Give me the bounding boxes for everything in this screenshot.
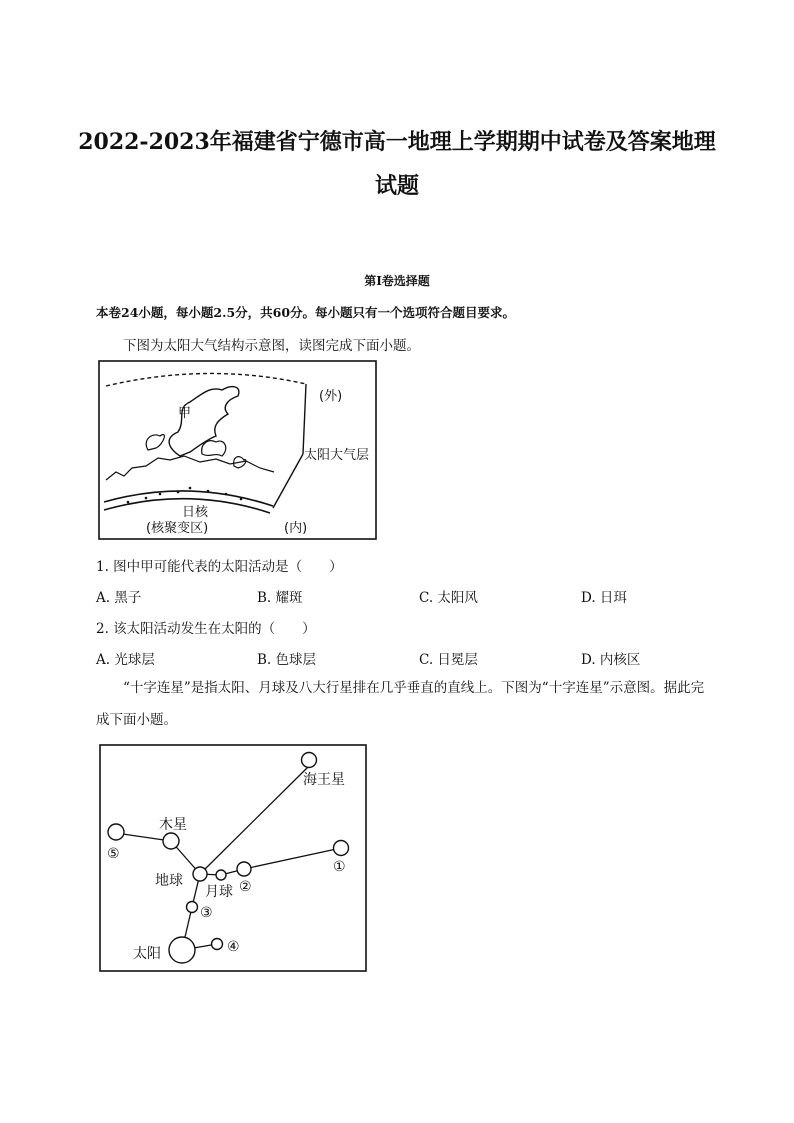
label-inner: (内) — [284, 521, 308, 536]
neptune-body — [302, 753, 317, 768]
sun-body — [169, 937, 195, 963]
moon-body — [216, 870, 226, 880]
label-core: 日核 — [182, 505, 209, 520]
planet-1-body — [334, 841, 349, 856]
label-n1: ① — [333, 859, 346, 875]
prominence-jia-shape — [169, 387, 239, 456]
q1-option-b: B. 耀斑 — [257, 590, 303, 606]
chromosphere-edge — [106, 456, 274, 480]
label-n3: ③ — [200, 905, 213, 921]
label-sun: 太阳 — [133, 946, 161, 962]
section-heading: 第Ⅰ卷选择题 — [364, 274, 430, 288]
question-1-options — [96, 586, 706, 606]
label-n4: ④ — [227, 939, 240, 955]
group2-stem: “十字连星”是指太阳、月球及八大行星排在几乎垂直的直线上。下图为“十字连星”示意图。据此完成下面小题。 — [96, 680, 705, 728]
label-moon: 月球 — [205, 884, 233, 900]
prominence-small-right — [202, 441, 226, 456]
cross-alignment-figure — [99, 744, 369, 974]
title-line-1: 2022-2023年福建省宁德市高一地理上学期期中试卷及答案地理 — [78, 129, 716, 155]
document-title — [60, 120, 734, 208]
prominence-small-left — [146, 435, 164, 450]
planet-4-body — [212, 939, 223, 950]
question-2-options — [96, 648, 706, 668]
label-earth: 地球 — [155, 873, 183, 889]
label-neptune: 海王星 — [303, 772, 345, 788]
q2-option-a: A. 光球层 — [96, 652, 155, 668]
label-n2: ② — [239, 879, 252, 895]
q1-option-a: A. 黑子 — [96, 590, 142, 606]
label-n5: ⑤ — [107, 846, 120, 862]
q2-option-b: B. 色球层 — [257, 652, 317, 668]
q1-option-d: D. 日珥 — [581, 590, 627, 606]
label-solar-atmosphere: 太阳大气层 — [304, 448, 370, 463]
layer-right-edge-lower — [273, 454, 303, 508]
planet-3-body — [187, 902, 198, 913]
label-core-sub: (核聚变区) — [146, 521, 209, 536]
layer-right-edge — [303, 384, 306, 454]
question-2: 2. 该太阳活动发生在太阳的（ ） — [96, 621, 316, 637]
alignment-lines — [116, 766, 341, 950]
label-jupiter: 木星 — [159, 817, 187, 833]
q2-option-d: D. 内核区 — [581, 652, 641, 668]
instructions: 本卷24小题，每小题2.5分，共60分。每小题只有一个选项符合题目要求。 — [96, 305, 516, 320]
group1-stem: 下图为太阳大气结构示意图，读图完成下面小题。 — [123, 338, 420, 354]
earth-body — [193, 867, 207, 881]
title-line-2: 试题 — [374, 173, 419, 199]
label-outer: (外) — [319, 389, 343, 404]
q2-option-c: C. 日冕层 — [419, 652, 478, 668]
solar-atmosphere-figure — [98, 360, 378, 543]
outer-boundary-dashed — [106, 373, 306, 386]
question-1: 1. 图中甲可能代表的太阳活动是（ ） — [96, 559, 343, 575]
q1-option-c: C. 太阳风 — [419, 590, 478, 606]
planet-2-body — [237, 862, 251, 876]
label-jia: 甲 — [178, 406, 192, 421]
planet-5-body — [108, 824, 124, 840]
jupiter-body — [163, 833, 179, 849]
